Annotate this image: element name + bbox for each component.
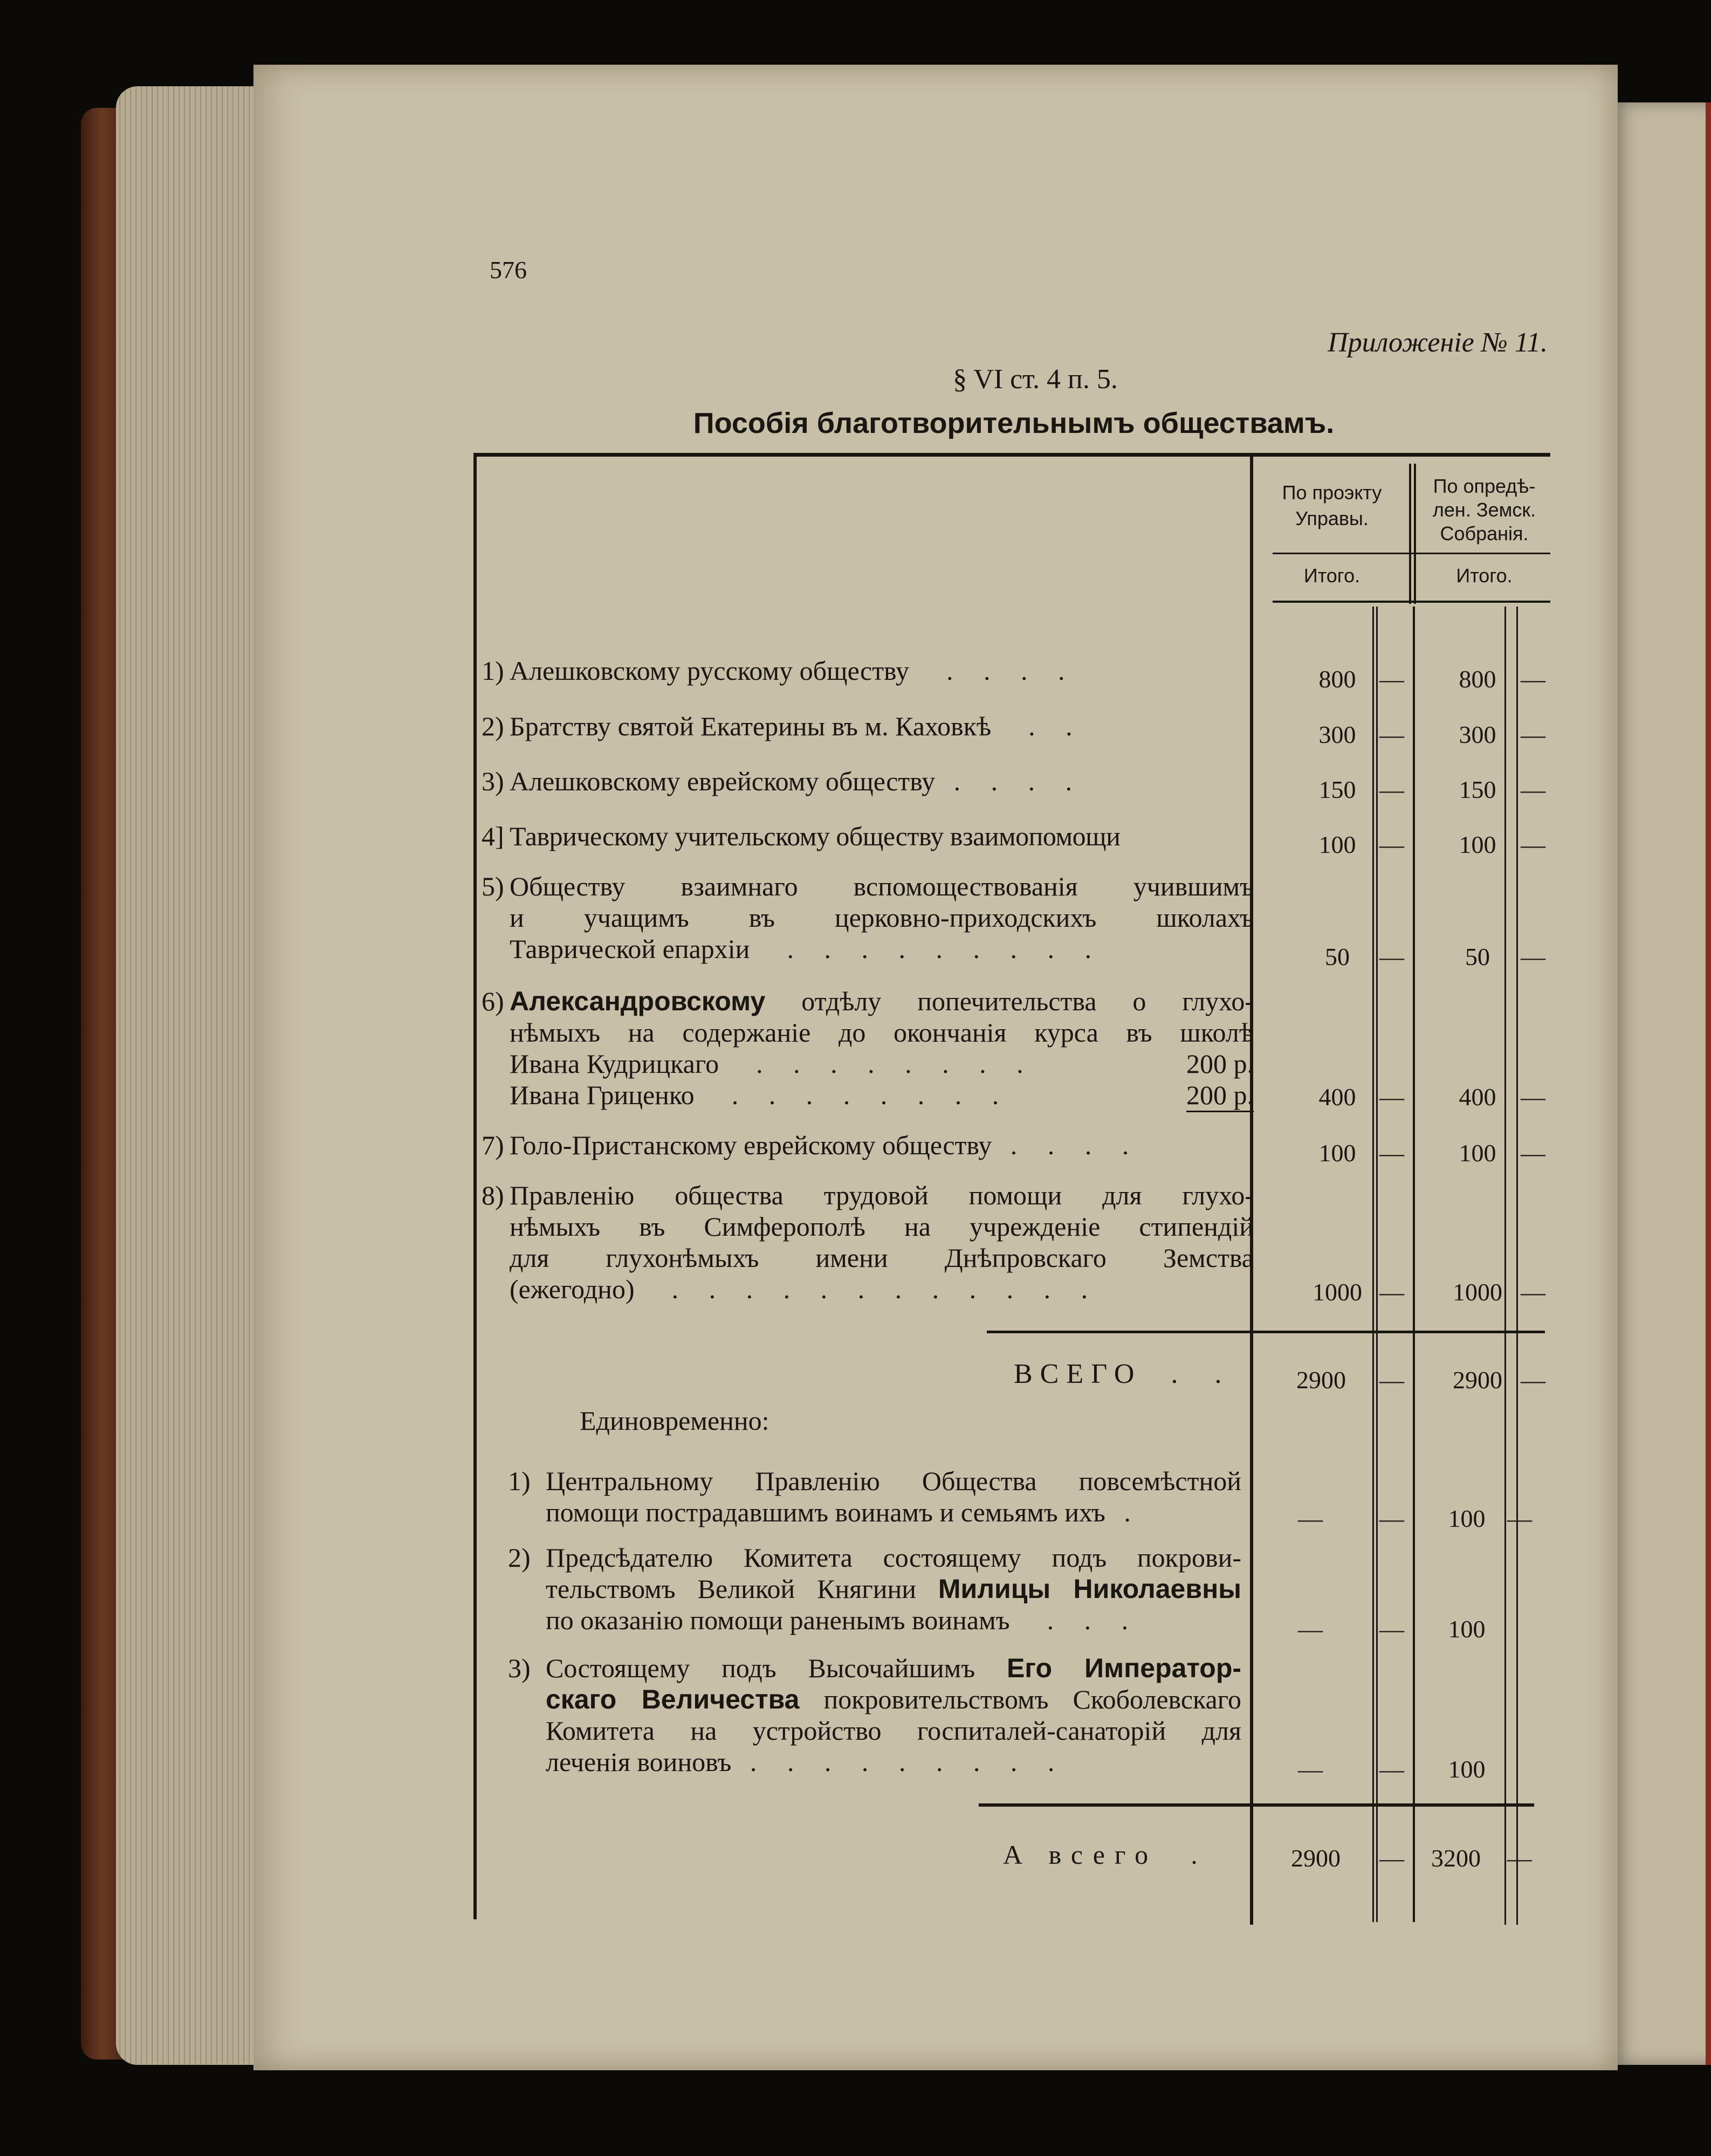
table-row: 5) Обществу взаимнаго вспомоществованія учившимъ и учащимъ въ церковно-приходскихъ школахъ Таврической епархіи . . . . . . . . . [482, 871, 1254, 964]
row-label: Таврическому учительскому обществу взаимопомощи [510, 821, 1121, 851]
table-row: 8) Правленію общества трудовой помощи для глухо- нѣмыхъ въ Симферополѣ на учрежденіе стипендій для глухонѣмыхъ имени Днѣпровскаго Земства (ежегодно) . . . . . . . . . . . . [482, 1180, 1254, 1304]
grand-total-label: А всего . [1003, 1840, 1207, 1870]
col2-subheader: Итого. [1456, 564, 1513, 587]
table-row: 1) Алешковскому русскому обществу . . . . [482, 656, 1077, 686]
row-label: Таврической епархіи [510, 934, 750, 964]
row-kop-project: — [1379, 943, 1404, 970]
total-value-assembly: 2900 [1453, 1366, 1502, 1394]
column-divider-header-2 [1414, 464, 1416, 604]
row-value-assembly: 100 [1448, 1615, 1486, 1643]
total-kop-project: — [1379, 1366, 1404, 1394]
sub-item-name: Ивана Гриценко [510, 1080, 695, 1110]
subtotal-rule [987, 1331, 1545, 1333]
row-value-project: 150 [1318, 776, 1356, 803]
row-kop-project: — [1379, 831, 1404, 858]
grand-total-kop-assembly: — [1507, 1844, 1532, 1872]
table-row: 1) Центральному Правленію Общества повсемѣстной помощи пострадавшимъ воинамъ и семьямъ ихъ . [508, 1466, 1241, 1527]
row-label: Предсѣдателю Комитета состоящему подъ покрови- [546, 1542, 1241, 1573]
row-value-assembly: 100 [1459, 831, 1496, 858]
facing-page-edge [1612, 102, 1711, 2065]
column-divider-header [1409, 464, 1411, 604]
onetime-heading: Единовременно: [580, 1406, 769, 1436]
row-value-assembly: 50 [1465, 943, 1490, 970]
row-kop-project: — [1379, 1278, 1404, 1306]
row-kop-assembly: — [1521, 721, 1545, 748]
table-top-rule [475, 453, 1550, 457]
row-value-assembly: 100 [1459, 1139, 1496, 1167]
grand-total-value-assembly: 3200 [1431, 1844, 1481, 1872]
row-label: Состоящему подъ Высочайшимъ [546, 1653, 975, 1683]
column-sub-divider-2b [1504, 607, 1506, 1925]
row-value-assembly: 800 [1459, 665, 1496, 693]
row-label: Правленію общества трудовой помощи для глухо- [510, 1180, 1254, 1210]
total-value-project: 2900 [1296, 1366, 1346, 1394]
row-kop-assembly: — [1521, 665, 1545, 693]
page-number: 576 [490, 256, 527, 284]
row-label: и учащимъ въ церковно-приходскихъ школахъ [510, 903, 1254, 933]
column-sub-divider-1b [1376, 607, 1378, 1922]
col1-header: По проэкту Управы. [1282, 481, 1382, 529]
row-value-project: 50 [1325, 943, 1350, 970]
row-number: 6) [482, 986, 504, 1016]
row-kop-project: — [1379, 1755, 1404, 1783]
row-label: леченія воиновъ [546, 1747, 732, 1777]
row-number: 4] [482, 821, 504, 851]
row-kop-project: — [1379, 1615, 1404, 1643]
total-label: ВСЕГО . . [1014, 1359, 1229, 1389]
row-number: 1) [482, 656, 504, 686]
row-label: Центральному Правленію Общества повсемѣстной [546, 1466, 1241, 1496]
sub-item-amount: 200 р. [1186, 1049, 1254, 1079]
row-kop-project: — [1379, 665, 1404, 693]
row-label: тельствомъ Великой Княгини [546, 1574, 917, 1604]
sub-item-name: Ивана Кудрицкаго [510, 1049, 719, 1079]
grand-total-kop-project: — [1379, 1844, 1404, 1872]
row-label: (ежегодно) [510, 1274, 635, 1304]
row-kop-assembly: — [1521, 1083, 1545, 1111]
row-number: 1) [508, 1466, 531, 1496]
table-row: 2) Предсѣдателю Комитета состоящему подъ покрови- тельствомъ Великой Княгини Милицы Николаевны по оказанію помощи раненымъ воинамъ . . . [508, 1542, 1241, 1635]
row-kop-project: — [1379, 1505, 1404, 1532]
row-value-assembly: 100 [1448, 1755, 1486, 1783]
row-value-assembly: 1000 [1453, 1278, 1502, 1306]
row-number: 3) [508, 1653, 531, 1683]
row-value-assembly: 100 [1448, 1505, 1486, 1532]
row-number: 7) [482, 1130, 504, 1160]
row-value-assembly: 300 [1459, 721, 1496, 748]
row-value-project: 100 [1318, 1139, 1356, 1167]
row-label: отдѣлу попечительства о глухо- [765, 986, 1254, 1016]
row-number: 2) [482, 711, 504, 741]
row-value-assembly: 400 [1459, 1083, 1496, 1111]
col2-header: По опредѣ- лен. Земск. Собранія. [1432, 475, 1536, 545]
row-number: 3) [482, 766, 504, 796]
row-value-project: 100 [1318, 831, 1356, 858]
row-kop-assembly: — [1507, 1505, 1532, 1532]
row-number: 5) [482, 871, 504, 901]
table-row: 3) Алешковскому еврейскому обществу . . . . [482, 766, 1084, 796]
table-row: 6) Александровскому отдѣлу попечительства о глухо- нѣмыхъ на содержаніе до окончанія курса въ школѣ Ивана Кудрицкаго . . . . . . . . 200 р. Ивана Гриценко . . . . . . . . 200 р. [510, 986, 1254, 1112]
row-kop-project: — [1379, 1083, 1404, 1111]
row-kop-assembly: — [1521, 1278, 1545, 1306]
total-kop-assembly: — [1521, 1366, 1545, 1394]
row-kop-assembly: — [1521, 831, 1545, 858]
row-kop-assembly: — [1521, 1139, 1545, 1167]
appendix-label: Приложеніе № 11. [1328, 327, 1548, 358]
row-value-project: 400 [1318, 1083, 1356, 1111]
row-value-project: 300 [1318, 721, 1356, 748]
row-label: по оказанію помощи раненымъ воинамъ [546, 1605, 1010, 1635]
page-title: Пособія благотворительнымъ обществамъ. [693, 407, 1335, 439]
row-kop-assembly: — [1521, 776, 1545, 803]
table-row [482, 821, 1254, 852]
row-label: Обществу взаимнаго вспомоществованія учившимъ [510, 871, 1254, 901]
row-label: нѣмыхъ на содержаніе до окончанія курса въ школѣ [510, 1017, 1254, 1048]
row-value-project: — [1298, 1615, 1323, 1643]
row-label: помощи пострадавшимъ воинамъ и семьямъ ихъ [546, 1497, 1105, 1527]
header-bottom-rule [1273, 601, 1550, 603]
row-value-project: — [1298, 1505, 1323, 1532]
table-row: 7) Голо-Пристанскому еврейскому обществу . . . . [482, 1130, 1141, 1160]
grand-total-value-project: 2900 [1291, 1844, 1341, 1872]
row-label: Братству святой Екатерины въ м. Каховкѣ [510, 711, 992, 741]
table-left-rule [473, 453, 477, 1919]
table-row: 3) Состоящему подъ Высочайшимъ Его Император- скаго Величества покровительствомъ Скоболевскаго Комитета на устройство госпиталей-санаторій для леченія воиновъ . . . . . . . . . [508, 1653, 1242, 1777]
column-sub-divider-2 [1516, 607, 1518, 1925]
row-kop-assembly: — [1521, 943, 1545, 970]
sub-item-amount: 200 р. [1186, 1079, 1254, 1112]
row-kop-project: — [1379, 776, 1404, 803]
row-label: нѣмыхъ въ Симферополѣ на учрежденіе стипендій [510, 1211, 1254, 1242]
row-value-project: 1000 [1313, 1278, 1362, 1306]
row-value-assembly: 150 [1459, 776, 1496, 803]
row-value-project: — [1298, 1755, 1323, 1783]
column-sub-divider-1 [1372, 607, 1374, 1922]
table-row: 2) Братству святой Екатерины въ м. Каховкѣ . . [482, 711, 1084, 741]
row-label: Алешковскому русскому обществу [510, 656, 909, 686]
row-number: 8) [482, 1180, 504, 1210]
column-divider-2 [1413, 607, 1415, 1922]
row-value-project: 800 [1318, 665, 1356, 693]
row-label: Алешковскому еврейскому обществу [510, 766, 936, 796]
row-label-bold: Александровскому [510, 986, 766, 1016]
row-label: покровительствомъ Скоболевскаго [823, 1684, 1242, 1714]
row-label: Голо-Пристанскому еврейскому обществу [510, 1130, 992, 1160]
col1-subheader: Итого. [1303, 564, 1360, 587]
row-label: для глухонѣмыхъ имени Днѣпровскаго Земства [510, 1243, 1254, 1273]
grand-total-rule [979, 1803, 1534, 1807]
row-kop-project: — [1379, 721, 1404, 748]
header-subrule [1273, 553, 1550, 554]
row-label-bold: Милицы Николаевны [938, 1574, 1241, 1604]
row-label: Комитета на устройство госпиталей-санаторій для [546, 1716, 1241, 1746]
row-number: 2) [508, 1542, 531, 1573]
section-ref: § VI ст. 4 п. 5. [953, 364, 1118, 395]
row-kop-project: — [1379, 1139, 1404, 1167]
row-label-bold: Его Император- [1006, 1653, 1242, 1683]
row-label-bold: скаго Величества [546, 1684, 800, 1714]
